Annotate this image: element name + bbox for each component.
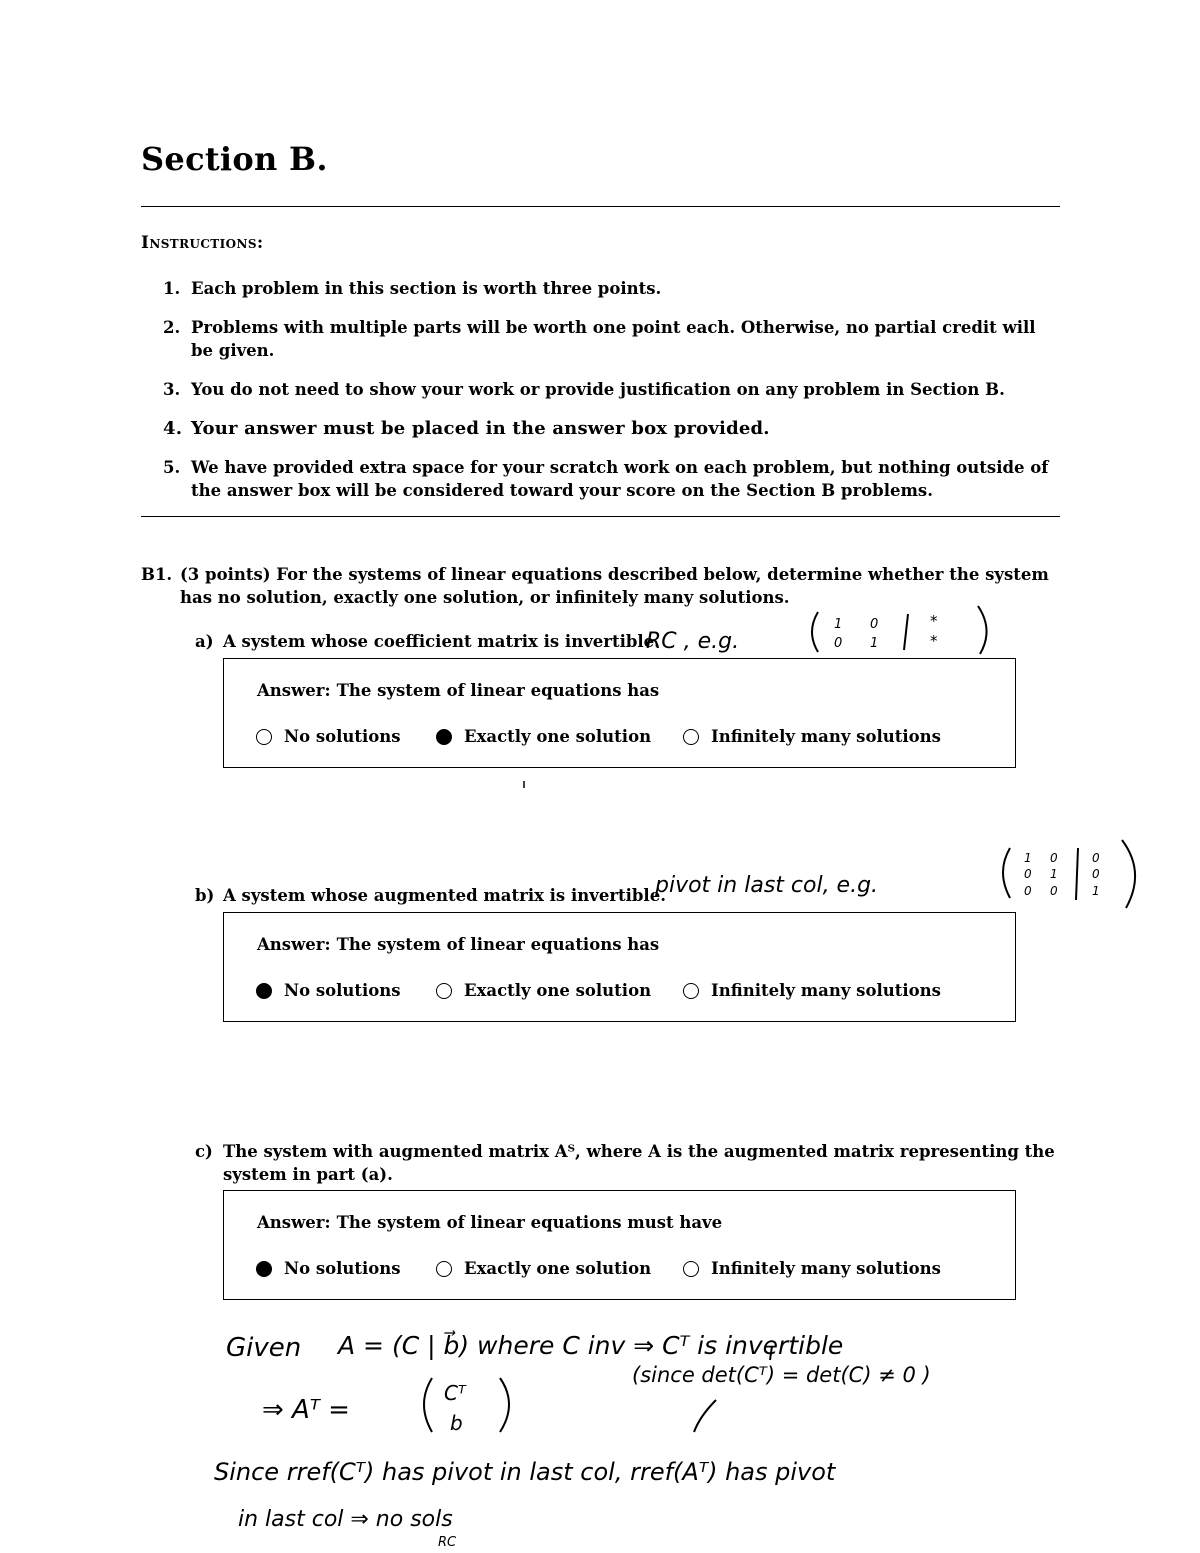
answer-lead: Answer: — [257, 935, 331, 954]
paren-right — [978, 606, 987, 654]
option-label: Exactly one solution — [464, 727, 652, 746]
problem-text: (3 points) For the systems of linear equations described below, determine whether the system has no solution, exactly one solution, or infinitely many solutions. — [180, 565, 1049, 607]
note-c-since: (since det(Cᵀ) = det(C) ≠ 0 ) — [632, 1363, 931, 1387]
matrix-a-cell: 0 — [870, 617, 879, 632]
matrix-a-cell: * — [930, 612, 938, 630]
option-label: No solutions — [284, 1259, 401, 1278]
option-label: Infinitely many solutions — [711, 981, 941, 1000]
instruction-text: You do not need to show your work or provide justification on any problem in Section B. — [191, 380, 1005, 399]
note-c-line4: Since rref(Cᵀ) has pivot in last col, rref(Aᵀ) has pivot — [214, 1458, 836, 1486]
matrix-b-cell: 0 — [1092, 867, 1100, 881]
matrix-bar — [1076, 848, 1078, 900]
matrix-bar — [904, 614, 908, 650]
note-a-text: RC , e.g. — [646, 629, 740, 654]
instruction-text: Problems with multiple parts will be worth one point each. Otherwise, no partial credit will be given. — [191, 318, 1036, 360]
note-c-ct: Cᵀ — [444, 1381, 466, 1405]
instruction-number: 2. — [163, 318, 181, 337]
matrix-b-cell: 1 — [1050, 867, 1058, 881]
section-title: Section B. — [141, 140, 328, 178]
paren-right — [500, 1378, 509, 1432]
instructions-heading: Instructions: — [141, 233, 264, 253]
paren-left — [812, 612, 818, 652]
instruction-number: 5. — [163, 458, 181, 477]
matrix-a-cell: 0 — [834, 636, 843, 651]
matrix-a-cell: 1 — [870, 636, 879, 651]
answer-text: The system of linear equations has — [336, 681, 660, 700]
matrix-b-cell: 0 — [1024, 884, 1032, 898]
paren-left — [1003, 848, 1010, 898]
pointer-stroke — [694, 1400, 716, 1432]
option-label: No solutions — [284, 981, 401, 1000]
part-label: b) — [195, 886, 215, 905]
answer-lead: Answer: — [257, 1213, 331, 1232]
instruction-text: Your answer must be placed in the answer box provided. — [191, 418, 770, 439]
answer-text: The system of linear equations has — [336, 935, 660, 954]
matrix-a-cell: * — [930, 632, 938, 650]
answer-lead: Answer: — [257, 681, 331, 700]
note-c-given: Given — [226, 1333, 302, 1363]
matrix-b-cell: 0 — [1024, 867, 1032, 881]
problem-number: B1. — [141, 565, 173, 584]
matrix-b-cell: 1 — [1092, 884, 1100, 898]
matrix-b-cell: 0 — [1050, 851, 1058, 865]
part-label: a) — [195, 632, 214, 651]
note-c-rc: RC — [438, 1535, 457, 1550]
matrix-b-cell: 0 — [1092, 851, 1100, 865]
part-text: A system whose augmented matrix is invertible. — [223, 886, 666, 905]
option-label: Infinitely many solutions — [711, 1259, 941, 1278]
matrix-b-cell: 0 — [1050, 884, 1058, 898]
answer-text: The system of linear equations must have — [336, 1213, 723, 1232]
instruction-number: 4. — [163, 418, 183, 439]
note-c-b: b — [450, 1411, 463, 1435]
instruction-text: We have provided extra space for your scratch work on each problem, but nothing outside of the answer box will be considered toward your score on the Section B problems. — [191, 458, 1049, 500]
matrix-a-cell: 1 — [834, 617, 843, 632]
note-c-line5: in last col ⇒ no sols — [238, 1507, 453, 1532]
note-b-text: pivot in last col, e.g. — [655, 873, 879, 898]
note-c-line3: ⇒ Aᵀ = — [262, 1395, 350, 1425]
paren-left — [424, 1378, 432, 1432]
matrix-b-cell: 1 — [1024, 851, 1032, 865]
part-label: c) — [195, 1142, 213, 1161]
paren-right — [1122, 840, 1135, 908]
part-text: A system whose coefficient matrix is invertible. — [223, 632, 660, 651]
option-label: Exactly one solution — [464, 981, 652, 1000]
instruction-text: Each problem in this section is worth three points. — [191, 279, 662, 298]
option-label: Infinitely many solutions — [711, 727, 941, 746]
instruction-number: 3. — [163, 380, 181, 399]
part-text: The system with augmented matrix Aᵀ, where A is the augmented matrix representing the system in part (a). — [223, 1142, 1055, 1184]
note-c-line1: A = (C | b⃗) where C inv ⇒ Cᵀ is invertible — [338, 1331, 844, 1360]
option-label: No solutions — [284, 727, 401, 746]
instruction-number: 1. — [163, 279, 181, 298]
option-label: Exactly one solution — [464, 1259, 652, 1278]
